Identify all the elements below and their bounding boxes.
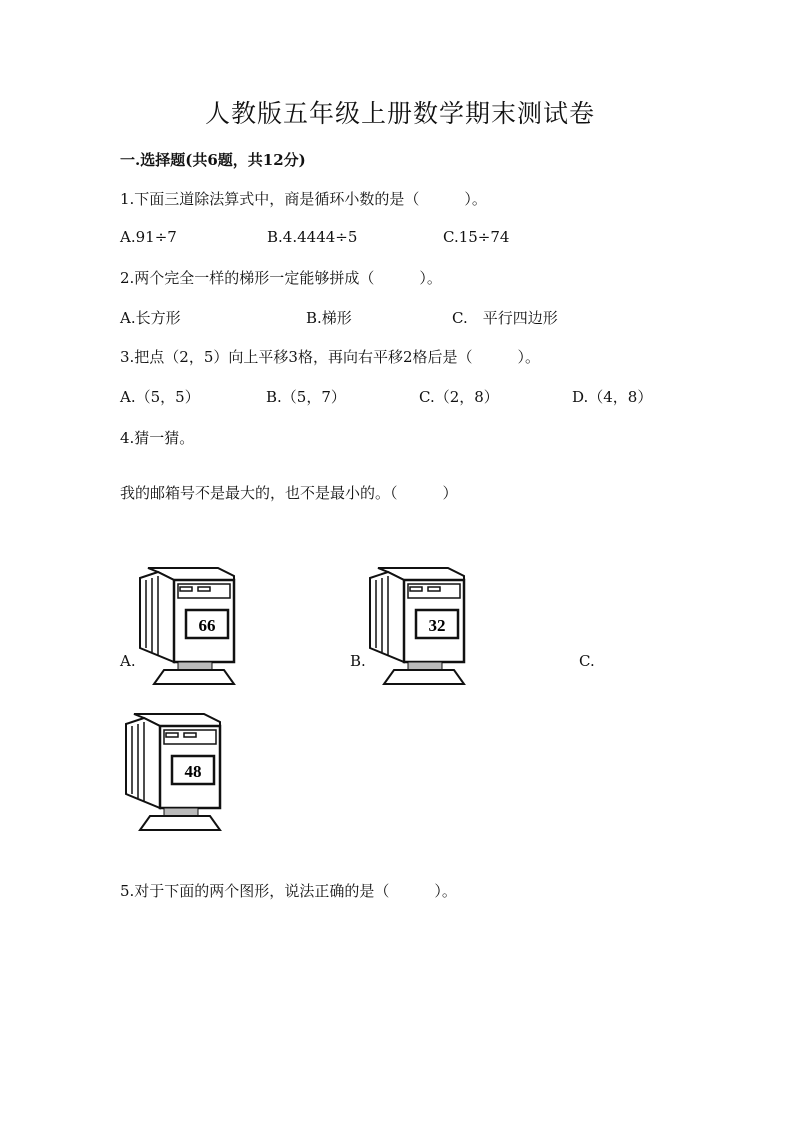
question-4-subtext: 我的邮箱号不是最大的，也不是最小的。（ ）: [120, 484, 458, 502]
mailbox-icon: [134, 562, 244, 687]
question-1: 1.下面三道除法算式中，商是循环小数的是（ ）。: [120, 190, 487, 208]
question-3: 3.把点（2，5）向上平移3格，再向右平移2格后是（ ）。: [120, 348, 540, 366]
question-5: 5.对于下面的两个图形，说法正确的是（ ）。: [120, 882, 457, 900]
q2-option-c[interactable]: C. 平行四边形: [452, 309, 558, 327]
mailbox-icon: [120, 708, 230, 833]
q2-option-b[interactable]: B.梯形: [306, 309, 352, 327]
q4-option-a[interactable]: A.: [120, 652, 136, 670]
mailbox-number: 32: [428, 616, 446, 635]
mailbox-number: 66: [198, 616, 216, 635]
q4-option-b[interactable]: B.: [350, 652, 366, 670]
question-4: 4.猜一猜。: [120, 429, 195, 447]
q3-option-a[interactable]: A.（5，5）: [120, 388, 200, 406]
q1-option-a[interactable]: A.91÷7: [120, 228, 177, 246]
q2-option-a[interactable]: A.长方形: [120, 309, 181, 327]
mailbox-number: 48: [184, 762, 202, 781]
question-2: 2.两个完全一样的梯形一定能够拼成（ ）。: [120, 269, 442, 287]
q4-option-c[interactable]: C.: [579, 652, 595, 670]
page-title: 人教版五年级上册数学期末测试卷: [204, 99, 595, 128]
q3-option-b[interactable]: B.（5，7）: [266, 388, 346, 406]
q1-option-b[interactable]: B.4.4444÷5: [267, 228, 358, 246]
mailbox-icon: [364, 562, 474, 687]
q3-option-c[interactable]: C.（2，8）: [419, 388, 499, 406]
q1-option-c[interactable]: C.15÷74: [443, 228, 510, 246]
section-heading: 一.选择题(共6题，共12分): [120, 151, 306, 169]
q3-option-d[interactable]: D.（4，8）: [572, 388, 653, 406]
